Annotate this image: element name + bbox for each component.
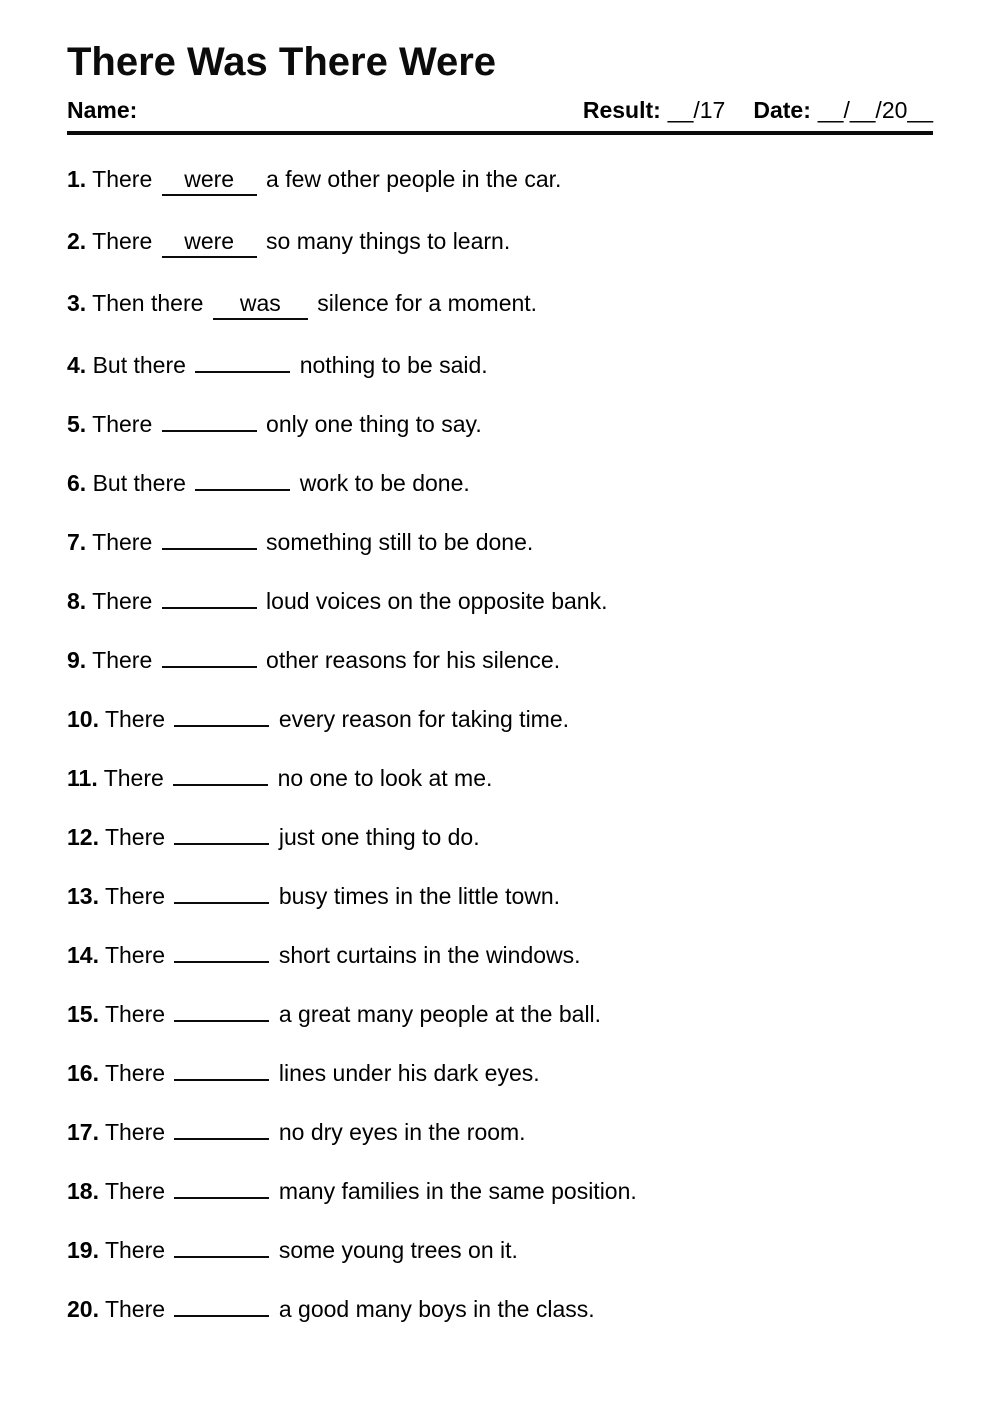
exercise-suffix: a good many boys in the class.	[278, 1296, 595, 1323]
exercise-prefix: There	[104, 883, 166, 910]
exercise-suffix: loud voices on the opposite bank.	[266, 588, 608, 615]
header-rule	[67, 131, 933, 135]
exercise-item	[67, 1177, 933, 1205]
answer-blank	[195, 488, 290, 491]
exercise-prefix: But there	[92, 352, 186, 379]
exercise-prefix: There	[104, 1119, 166, 1146]
exercise-suffix: just one thing to do.	[278, 824, 480, 851]
exercise-suffix: a great many people at the ball.	[278, 1001, 602, 1028]
exercise-suffix: other reasons for his silence.	[266, 647, 561, 674]
answer-blank	[174, 1019, 269, 1022]
date-value: __/__/20__	[817, 96, 933, 123]
exercise-item	[67, 528, 933, 556]
exercise-number: 8.	[67, 588, 87, 615]
exercise-item	[67, 469, 933, 497]
exercise-number: 2.	[67, 228, 87, 255]
exercise-item	[67, 941, 933, 969]
exercise-suffix: busy times in the little town.	[278, 883, 561, 910]
answer-blank	[174, 842, 269, 845]
exercise-suffix: every reason for taking time.	[278, 706, 570, 733]
exercise-prefix: There	[92, 411, 153, 438]
answer-blank	[173, 783, 268, 786]
result-date-group	[583, 97, 933, 125]
exercise-number: 4.	[67, 352, 87, 379]
exercise-suffix: silence for a moment.	[317, 290, 538, 317]
answer-blank	[174, 1137, 269, 1140]
exercise-suffix: so many things to learn.	[266, 228, 511, 255]
exercise-prefix: There	[104, 1001, 166, 1028]
exercise-prefix: There	[104, 1237, 166, 1264]
date-label: Date:	[753, 96, 811, 123]
exercise-prefix: There	[104, 1296, 166, 1323]
exercise-item	[67, 705, 933, 733]
exercise-suffix: nothing to be said.	[299, 352, 488, 379]
answer-blank	[162, 665, 257, 668]
result-value: __/17	[667, 96, 726, 123]
exercise-number: 3.	[67, 290, 87, 317]
exercise-item	[67, 1295, 933, 1323]
exercise-prefix: There	[92, 166, 153, 193]
exercise-number: 1.	[67, 166, 87, 193]
result-label: Result:	[582, 96, 661, 123]
answer-blank	[174, 1196, 269, 1199]
answer-blank	[195, 370, 290, 373]
answer-blank: were	[162, 227, 257, 258]
exercise-item	[67, 410, 933, 438]
header-meta	[67, 97, 933, 125]
exercise-suffix: only one thing to say.	[266, 411, 482, 438]
exercise-prefix: There	[103, 765, 164, 792]
exercise-number: 16.	[67, 1060, 99, 1087]
exercise-item	[67, 764, 933, 792]
exercise-prefix: There	[104, 706, 166, 733]
exercise-item	[67, 351, 933, 379]
exercise-suffix: a few other people in the car.	[266, 166, 562, 193]
answer-blank	[174, 1314, 269, 1317]
exercise-suffix: no one to look at me.	[277, 765, 493, 792]
answer-blank	[162, 606, 257, 609]
exercise-number: 7.	[67, 529, 87, 556]
exercise-item	[67, 823, 933, 851]
answer-blank	[174, 1078, 269, 1081]
exercise-number: 10.	[67, 706, 99, 733]
name-label: Name:	[67, 96, 138, 123]
exercise-number: 6.	[67, 470, 87, 497]
exercise-number: 5.	[67, 411, 87, 438]
exercise-suffix: no dry eyes in the room.	[278, 1119, 526, 1146]
exercise-item	[67, 165, 933, 196]
exercise-item	[67, 1118, 933, 1146]
exercise-number: 15.	[67, 1001, 99, 1028]
answer-blank: was	[213, 289, 308, 320]
answer-blank	[162, 547, 257, 550]
exercise-suffix: many families in the same position.	[278, 1178, 637, 1205]
exercise-number: 20.	[67, 1296, 99, 1323]
answer-blank: were	[162, 165, 257, 196]
exercise-list	[67, 165, 933, 1323]
exercise-prefix: There	[104, 824, 166, 851]
exercise-prefix: Then there	[92, 290, 204, 317]
answer-blank	[174, 724, 269, 727]
exercise-number: 13.	[67, 883, 99, 910]
exercise-item	[67, 227, 933, 258]
exercise-number: 9.	[67, 647, 87, 674]
exercise-number: 18.	[67, 1178, 99, 1205]
exercise-number: 14.	[67, 942, 99, 969]
exercise-item	[67, 646, 933, 674]
answer-blank	[174, 960, 269, 963]
exercise-number: 17.	[67, 1119, 99, 1146]
exercise-prefix: There	[92, 529, 153, 556]
exercise-suffix: lines under his dark eyes.	[278, 1060, 540, 1087]
exercise-prefix: There	[92, 647, 153, 674]
exercise-item	[67, 1000, 933, 1028]
answer-blank	[174, 1255, 269, 1258]
exercise-item	[67, 289, 933, 320]
exercise-item	[67, 1059, 933, 1087]
exercise-prefix: There	[104, 1178, 166, 1205]
exercise-prefix: There	[92, 228, 153, 255]
answer-blank	[162, 429, 257, 432]
exercise-item	[67, 882, 933, 910]
exercise-prefix: There	[104, 1060, 166, 1087]
worksheet-title: There Was There Were	[67, 40, 497, 84]
exercise-item	[67, 1236, 933, 1264]
exercise-prefix: But there	[92, 470, 186, 497]
exercise-number: 11.	[67, 765, 98, 792]
exercise-suffix: some young trees on it.	[278, 1237, 518, 1264]
answer-blank	[174, 901, 269, 904]
exercise-suffix: something still to be done.	[266, 529, 534, 556]
exercise-prefix: There	[104, 942, 166, 969]
exercise-suffix: work to be done.	[299, 470, 470, 497]
exercise-number: 19.	[67, 1237, 99, 1264]
exercise-prefix: There	[92, 588, 153, 615]
exercise-number: 12.	[67, 824, 99, 851]
exercise-item	[67, 587, 933, 615]
exercise-suffix: short curtains in the windows.	[278, 942, 581, 969]
